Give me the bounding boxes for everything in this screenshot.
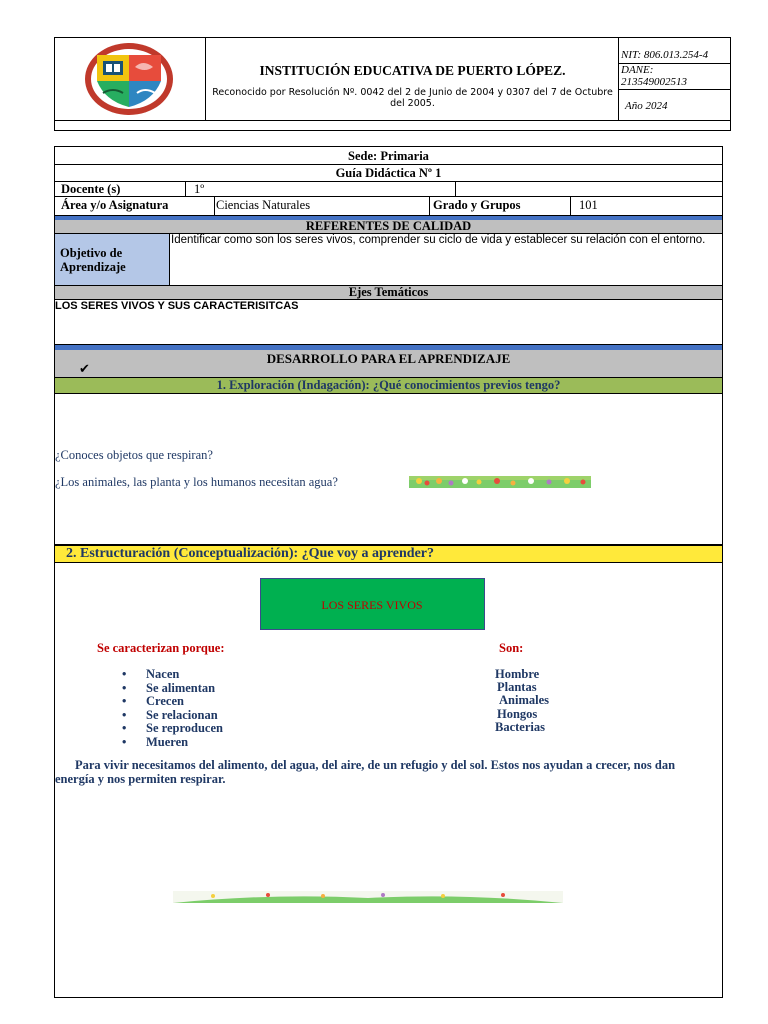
sede-row — [55, 147, 722, 165]
guide-document — [54, 146, 723, 998]
header-divider — [55, 120, 731, 121]
list-item: • Crecen — [122, 695, 223, 709]
docente-label: Docente (s) — [61, 182, 121, 196]
title-cell — [206, 38, 619, 120]
nit-text: NIT: 806.013.254-4 — [621, 49, 709, 61]
list-item: Plantas — [497, 680, 537, 695]
area-label: Área y/o Asignatura — [61, 198, 169, 212]
institution-header — [54, 37, 731, 131]
institution-logo — [83, 41, 175, 117]
ejes-content-row — [55, 300, 722, 345]
characteristics-heading: Se caracterizan porque: — [97, 641, 225, 655]
ejes-row — [55, 286, 722, 300]
guia-row — [55, 165, 722, 182]
list-item: Hongos — [497, 706, 538, 721]
question-1: ¿Conoces objetos que respiran? — [55, 448, 213, 462]
list-item: • Se reproducen — [122, 722, 223, 736]
list-item: • Mueren — [122, 736, 223, 750]
objetivo-text: Identificar como son los seres vivos, comprender su ciclo de vida y establecer su relación con el entorno. — [171, 234, 706, 246]
list-item: • Se relacionan — [122, 709, 223, 723]
needs-paragraph: Para vivir necesitamos del alimento, del agua, del aire, de un refugio y del sol. Estos nos ayudan a crecer, nos dan energía y nos permiten respirar. — [55, 758, 676, 786]
docente-row — [55, 182, 722, 197]
recognition-text: Reconocido por Resolución Nº. 0042 del 2 de Junio de 2004 y 0307 del 7 de Octubre del 2005. — [212, 87, 613, 109]
seres-vivos-box — [260, 578, 485, 630]
objetivo-label-cell — [55, 234, 170, 285]
beings-list — [495, 668, 549, 734]
ejes-text: LOS SERES VIVOS Y SUS CARACTERISITCAS — [55, 300, 299, 312]
characteristics-list — [122, 668, 223, 749]
meadow-banner-image — [173, 891, 563, 903]
referentes-row — [55, 220, 722, 234]
checkmark-icon: ✔ — [79, 362, 90, 377]
list-item: Hombre — [495, 667, 540, 681]
seres-vivos-title: LOS SERES VIVOS — [321, 598, 423, 612]
ids-cell — [619, 38, 731, 120]
estructuracion-row — [55, 545, 722, 563]
area-value: Ciencias Naturales — [216, 198, 311, 212]
sede-text: Sede: Primaria — [348, 149, 429, 163]
logo-cell — [55, 38, 206, 120]
list-item: Animales — [499, 693, 549, 708]
question-2: ¿Los animales, las planta y los humanos necesitan agua? — [55, 475, 338, 489]
list-item: Bacterias — [495, 719, 545, 734]
exploracion-content — [55, 394, 722, 545]
area-row — [55, 197, 722, 216]
grado-value: 101 — [579, 198, 598, 212]
grado-label: Grado y Grupos — [433, 198, 521, 212]
objetivo-label: Objetivo de Aprendizaje — [60, 246, 126, 274]
exploracion-title: 1. Exploración (Indagación): ¿Qué conocimientos previos tengo? — [216, 378, 561, 392]
docente-value: 1º — [194, 182, 205, 196]
dane-label: DANE: — [621, 64, 654, 76]
desarrollo-text: DESARROLLO PARA EL APRENDIZAJE — [266, 351, 511, 366]
referentes-text: REFERENTES DE CALIDAD — [305, 219, 472, 233]
ejes-label: Ejes Temáticos — [348, 285, 429, 299]
estructuracion-title: 2. Estructuración (Conceptualización): ¿Que voy a aprender? — [66, 546, 434, 561]
list-item: • Nacen — [122, 668, 223, 682]
year-text: Año 2024 — [625, 100, 668, 112]
desarrollo-row — [55, 350, 722, 378]
garden-banner-image — [409, 476, 591, 488]
guia-text: Guía Didáctica Nº 1 — [335, 166, 442, 180]
beings-heading: Son: — [499, 641, 524, 655]
institution-name: INSTITUCIÓN EDUCATIVA DE PUERTO LÓPEZ. — [259, 63, 566, 78]
exploracion-row — [55, 378, 722, 394]
dane-value: 213549002513 — [621, 76, 687, 88]
list-item: • Se alimentan — [122, 682, 223, 696]
objetivo-row — [55, 234, 722, 286]
